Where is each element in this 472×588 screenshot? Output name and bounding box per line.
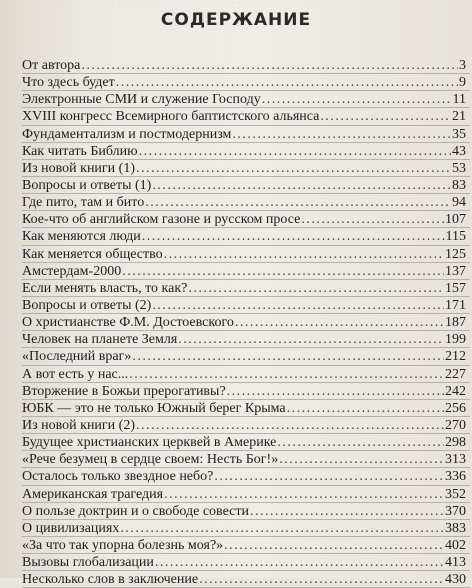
toc-entry-title: От автора bbox=[22, 58, 81, 73]
toc-leader-dots bbox=[262, 91, 452, 108]
toc-entry-page: 43 bbox=[452, 143, 466, 159]
toc-leader-dots bbox=[152, 177, 451, 194]
toc-leader-dots bbox=[164, 246, 444, 263]
toc-entry-title: Из новой книги (1) bbox=[22, 160, 135, 176]
toc-entry bbox=[22, 468, 470, 485]
toc-entry-page: 212 bbox=[445, 349, 466, 365]
toc-entry-title: Кое-что об английском газоне и русском просе bbox=[22, 212, 301, 228]
toc-entry bbox=[22, 211, 470, 228]
toc-entry-page: 125 bbox=[445, 246, 466, 262]
toc-entry-page: 107 bbox=[445, 212, 466, 228]
toc-entry bbox=[22, 331, 470, 348]
toc-entry-title: Как меняется общество bbox=[22, 246, 163, 262]
toc-entry-page: 53 bbox=[452, 160, 466, 176]
toc-entry bbox=[22, 160, 470, 177]
toc-entry-page: 402 bbox=[445, 537, 466, 553]
toc-entry-title: О пользе доктрин и о свободе совести bbox=[22, 503, 249, 519]
toc-entry-title: Если менять власть, то как? bbox=[22, 280, 188, 296]
toc-entry bbox=[22, 314, 470, 331]
toc-leader-dots bbox=[227, 383, 444, 400]
toc-entry bbox=[22, 57, 470, 74]
table-of-contents bbox=[22, 57, 470, 588]
toc-leader-dots bbox=[120, 520, 444, 537]
toc-leader-dots bbox=[81, 57, 458, 74]
toc-entry-page: 256 bbox=[445, 400, 466, 416]
toc-entry-page: 298 bbox=[445, 435, 466, 451]
toc-entry-page: 242 bbox=[445, 383, 466, 399]
toc-entry bbox=[22, 143, 470, 160]
toc-entry bbox=[22, 434, 470, 451]
toc-entry-page: 336 bbox=[445, 469, 466, 485]
toc-entry bbox=[22, 194, 470, 211]
toc-leader-dots bbox=[199, 571, 444, 588]
page-title: СОДЕРЖАНИЕ bbox=[160, 10, 312, 30]
toc-entry bbox=[22, 417, 470, 434]
toc-entry-title: «Последний враг» bbox=[22, 349, 132, 365]
toc-leader-dots bbox=[145, 194, 451, 211]
toc-leader-dots bbox=[155, 554, 444, 571]
toc-entry-title: XVIII конгресс Всемирного баптистского альянса bbox=[22, 109, 320, 125]
toc-entry-title: Человек на планете Земля bbox=[22, 332, 178, 348]
toc-leader-dots bbox=[152, 297, 444, 314]
toc-entry-page: 35 bbox=[452, 126, 466, 142]
toc-leader-dots bbox=[129, 366, 444, 383]
toc-leader-dots bbox=[214, 468, 444, 485]
toc-entry bbox=[22, 108, 470, 125]
toc-entry bbox=[22, 503, 470, 520]
toc-leader-dots bbox=[132, 348, 444, 365]
toc-entry-title: ЮБК — это не только Южный берег Крыма bbox=[22, 400, 286, 416]
toc-entry-page: 383 bbox=[445, 520, 466, 536]
toc-entry-title: Что здесь будет bbox=[22, 75, 115, 91]
toc-entry-page: 157 bbox=[445, 280, 466, 296]
toc-entry-title: Электронные СМИ и служение Господу bbox=[22, 92, 261, 108]
toc-entry-page: 313 bbox=[445, 452, 466, 468]
toc-entry bbox=[22, 486, 470, 503]
toc-entry-title: Вопросы и ответы (2) bbox=[22, 297, 152, 313]
toc-leader-dots bbox=[188, 280, 444, 297]
toc-entry-title: «За что так упорна болезнь моя?» bbox=[22, 537, 224, 553]
toc-entry bbox=[22, 451, 470, 468]
toc-entry bbox=[22, 571, 470, 588]
toc-entry-page: 115 bbox=[445, 229, 466, 245]
toc-entry-title: Как меняются люди bbox=[22, 229, 141, 245]
toc-entry bbox=[22, 91, 470, 108]
toc-entry-page: 21 bbox=[452, 109, 466, 125]
toc-entry-page: 352 bbox=[445, 486, 466, 502]
toc-leader-dots bbox=[136, 417, 444, 434]
toc-entry-page: 11 bbox=[452, 92, 466, 108]
toc-entry-page: 413 bbox=[445, 555, 466, 571]
toc-leader-dots bbox=[136, 160, 451, 177]
bleed-through-text: · · · · · · · · · · · · · · · · · · · · · · · · · · · · · · · · · · · · · · · · · · · · · · · · · · bbox=[60, 0, 344, 8]
toc-entry-title: «Рече безумец в сердце своем: Несть Бог!» bbox=[22, 452, 279, 468]
toc-leader-dots bbox=[178, 331, 444, 348]
toc-leader-dots bbox=[250, 503, 444, 520]
toc-leader-dots bbox=[320, 108, 451, 125]
toc-leader-dots bbox=[279, 451, 444, 468]
toc-entry-title: Будущее христианских церквей в Америке bbox=[22, 435, 277, 451]
toc-entry-title: О христианстве Ф.М. Достоевского bbox=[22, 315, 234, 331]
toc-entry bbox=[22, 366, 470, 383]
toc-leader-dots bbox=[142, 228, 445, 245]
toc-entry bbox=[22, 246, 470, 263]
toc-entry-page: 270 bbox=[445, 417, 466, 433]
toc-entry bbox=[22, 74, 470, 91]
toc-entry-title: Амстердам-2000 bbox=[22, 263, 122, 279]
toc-entry-title: Где пито, там и бито bbox=[22, 195, 145, 211]
toc-leader-dots bbox=[164, 486, 444, 503]
toc-entry-page: 9 bbox=[459, 75, 466, 91]
toc-entry-page: 137 bbox=[445, 263, 466, 279]
toc-leader-dots bbox=[139, 143, 451, 160]
toc-leader-dots bbox=[122, 263, 444, 280]
toc-leader-dots bbox=[232, 126, 451, 143]
toc-entry bbox=[22, 537, 470, 554]
toc-entry bbox=[22, 400, 470, 417]
toc-leader-dots bbox=[116, 74, 458, 91]
toc-entry-page: 227 bbox=[445, 366, 466, 382]
toc-entry-title: Американская трагедия bbox=[22, 486, 164, 502]
toc-entry bbox=[22, 126, 470, 143]
toc-entry bbox=[22, 520, 470, 537]
toc-entry-title: Осталось только звездное небо? bbox=[22, 469, 214, 485]
toc-entry bbox=[22, 280, 470, 297]
toc-entry-page: 94 bbox=[452, 195, 466, 211]
toc-entry-page: 370 bbox=[445, 503, 466, 519]
toc-leader-dots bbox=[287, 400, 444, 417]
toc-entry-page: 199 bbox=[445, 332, 466, 348]
toc-entry-title: А вот есть у нас... bbox=[22, 366, 129, 382]
toc-entry-page: 430 bbox=[445, 572, 466, 588]
toc-entry-title: О цивилизациях bbox=[22, 520, 120, 536]
toc-entry bbox=[22, 177, 470, 194]
toc-entry-title: Фундаментализм и постмодернизм bbox=[22, 126, 232, 142]
toc-entry-page: 3 bbox=[459, 58, 466, 73]
toc-entry-title: Вызовы глобализации bbox=[22, 555, 154, 571]
toc-entry-page: 171 bbox=[445, 297, 466, 313]
toc-entry-title: Как читать Библию bbox=[22, 143, 138, 159]
toc-entry bbox=[22, 297, 470, 314]
toc-entry-page: 83 bbox=[452, 177, 466, 193]
toc-leader-dots bbox=[235, 314, 444, 331]
toc-leader-dots bbox=[277, 434, 444, 451]
toc-entry-title: Вопросы и ответы (1) bbox=[22, 177, 152, 193]
toc-entry bbox=[22, 263, 470, 280]
toc-leader-dots bbox=[301, 211, 444, 228]
toc-entry-title: Вторжение в Божьи прерогативы? bbox=[22, 383, 226, 399]
toc-entry bbox=[22, 228, 470, 245]
toc-leader-dots bbox=[224, 537, 444, 554]
toc-entry-title: Из новой книги (2) bbox=[22, 417, 135, 433]
toc-entry-title: Несколько слов в заключение bbox=[22, 572, 199, 588]
toc-entry bbox=[22, 554, 470, 571]
toc-entry bbox=[22, 383, 470, 400]
toc-entry bbox=[22, 348, 470, 365]
toc-entry-page: 187 bbox=[445, 315, 466, 331]
